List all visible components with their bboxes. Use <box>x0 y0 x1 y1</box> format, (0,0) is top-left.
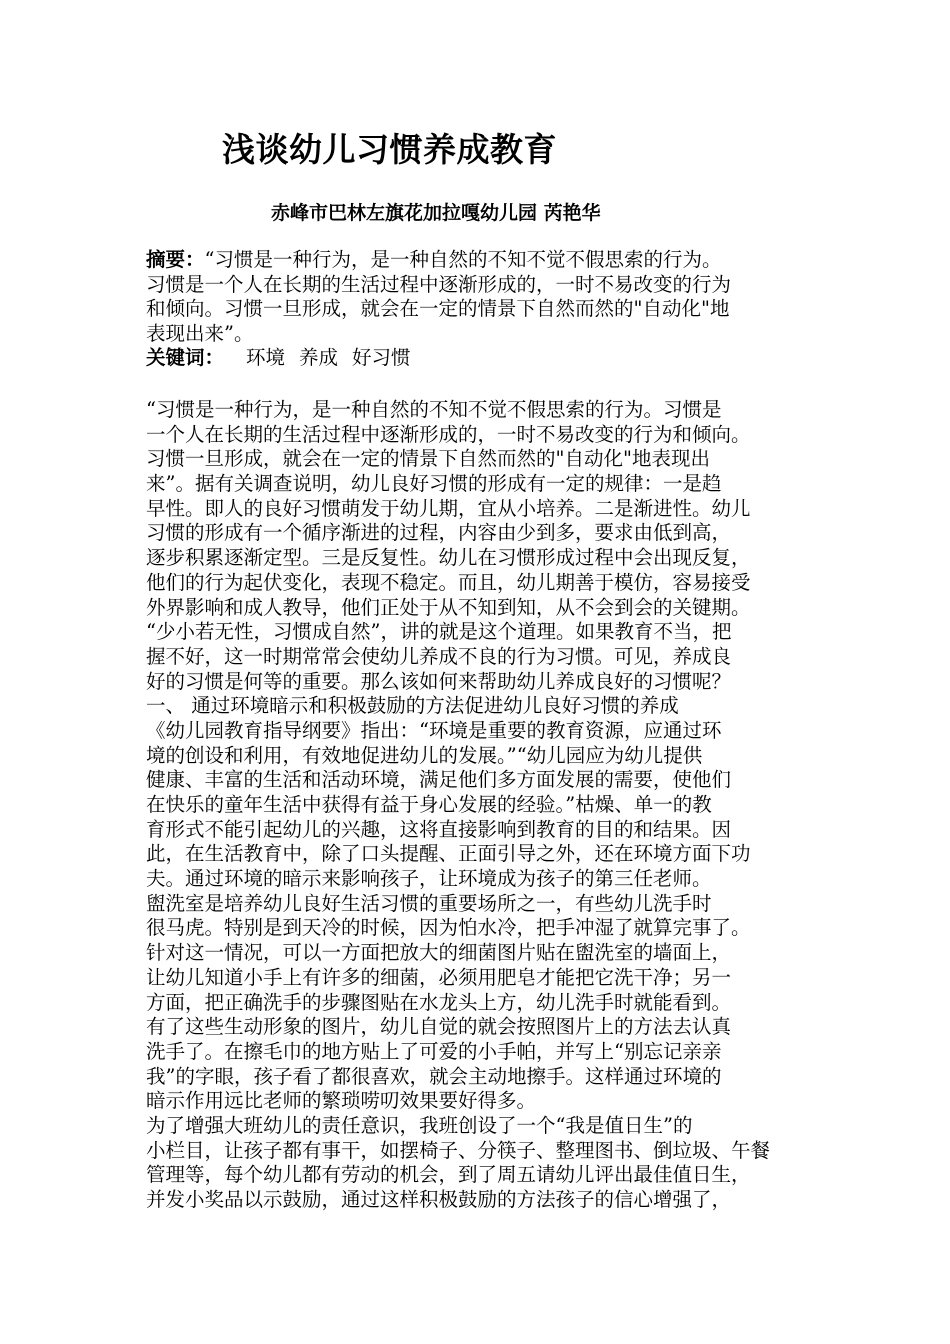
body-line: 健康、丰富的生活和活动环境，满足他们多方面发展的需要，使他们 <box>146 768 732 792</box>
keyword: 养成 <box>299 346 339 370</box>
body-line: “少小若无性，习惯成自然”，讲的就是这个道理。如果教育不当，把 <box>146 620 732 644</box>
keywords-label: 关键词： <box>146 346 225 370</box>
body-line: 习惯一旦形成，就会在一定的情景下自然而然的"自动化"地表现出 <box>146 447 710 471</box>
body-line: 一个人在长期的生活过程中逐渐形成的，一时不易改变的行为和倾向。 <box>146 422 751 446</box>
keywords-list <box>232 346 411 369</box>
body-line: 为了增强大班幼儿的责任意识，我班创设了一个“我是值日生”的 <box>146 1113 693 1137</box>
body-line: 针对这一情况，可以一方面把放大的细菌图片贴在盥洗室的墙面上， <box>146 941 732 965</box>
body-line: 育形式不能引起幼儿的兴趣，这将直接影响到教育的目的和结果。因 <box>146 817 732 841</box>
body-line: 他们的行为起伏变化，表现不稳定。而且，幼儿期善于模仿，容易接受 <box>146 570 751 594</box>
body-line: 好的习惯是何等的重要。那么该如何来帮助幼儿养成良好的习惯呢？ <box>146 669 732 693</box>
abstract-line <box>146 248 826 273</box>
keyword: 好习惯 <box>352 346 411 370</box>
body-line: 境的创设和利用，有效地促进幼儿的发展。”“幼儿园应为幼儿提供 <box>146 743 703 767</box>
abstract-section <box>146 248 826 371</box>
body-line: 外界影响和成人教导，他们正处于从不知到知，从不会到会的关键期。 <box>146 595 751 619</box>
body-line: 来”。据有关调查说明，幼儿良好习惯的形成有一定的规律：一是趋 <box>146 472 722 496</box>
page-title: 浅谈幼儿习惯养成教育 <box>222 130 557 169</box>
body-line: 方面，把正确洗手的步骤图贴在水龙头上方，幼儿洗手时就能看到。 <box>146 990 732 1014</box>
body-line: 在快乐的童年生活中获得有益于身心发展的经验。”枯燥、单一的教 <box>146 793 712 816</box>
body-line: 我”的字眼，孩子看了都很喜欢，就会主动地擦手。这样通过环境的 <box>146 1064 722 1088</box>
body-line: “习惯是一种行为，是一种自然的不知不觉不假思索的行为。习惯是 <box>146 398 722 421</box>
body-line: 早性。即人的良好习惯萌发于幼儿期，宜从小培养。二是渐进性。幼儿 <box>146 496 751 520</box>
abstract-label: 摘要： <box>146 248 205 271</box>
body-line: 逐步积累逐渐定型。三是反复性。幼儿在习惯形成过程中会出现反复， <box>146 546 751 570</box>
body-line: 《幼儿园教育指导纲要》指出：“环境是重要的教育资源，应通过环 <box>146 718 722 742</box>
body-line: 有了这些生动形象的图片，幼儿自觉的就会按照图片上的方法去认真 <box>146 1015 732 1039</box>
body-line: 让幼儿知道小手上有许多的细菌，必须用肥皂才能把它洗干净；另一 <box>146 965 732 989</box>
body-line: 暗示作用远比老师的繁琐唠叨效果要好得多。 <box>146 1089 537 1113</box>
body-line: 盥洗室是培养幼儿良好生活习惯的重要场所之一，有些幼儿洗手时 <box>146 891 712 915</box>
author-line: 赤峰市巴林左旗花加拉嘎幼儿园 芮艳华 <box>271 202 601 224</box>
body-line: 此，在生活教育中，除了口头提醒、正面引导之外，还在环境方面下功 <box>146 842 751 866</box>
body-line: 洗手了。在擦毛巾的地方贴上了可爱的小手帕，并写上“别忘记亲亲 <box>146 1039 722 1063</box>
body-line: 小栏目，让孩子都有事干，如摆椅子、分筷子、整理图书、倒垃圾、午餐 <box>146 1138 771 1162</box>
abstract-line: 表现出来”。 <box>146 321 254 345</box>
abstract-line: 习惯是一个人在长期的生活过程中逐渐形成的，一时不易改变的行为 <box>146 272 732 296</box>
body-line: 很马虎。特别是到天冷的时候，因为怕水冷，把手冲湿了就算完事了。 <box>146 916 751 940</box>
abstract-line: 和倾向。习惯一旦形成，就会在一定的情景下自然而然的"自动化"地 <box>146 297 730 321</box>
body-line: 习惯的形成有一个循序渐进的过程，内容由少到多，要求由低到高， <box>146 521 732 545</box>
body-line: 并发小奖品以示鼓励，通过这样积极鼓励的方法孩子的信心增强了， <box>146 1188 732 1211</box>
keywords-line <box>146 346 826 371</box>
body-line: 握不好，这一时期常常会使幼儿养成不良的行为习惯。可见，养成良 <box>146 644 732 668</box>
body-line: 夫。通过环境的暗示来影响孩子，让环境成为孩子的第三任老师。 <box>146 867 712 891</box>
keyword: 环境 <box>246 346 286 370</box>
body-line: 管理等，每个幼儿都有劳动的机会，到了周五请幼儿评出最佳值日生， <box>146 1163 751 1187</box>
body-line: 一、 通过环境暗示和积极鼓励的方法促进幼儿良好习惯的养成 <box>146 694 679 718</box>
body-text <box>146 398 826 1213</box>
abstract-text: “习惯是一种行为，是一种自然的不知不觉不假思索的行为。 <box>204 248 722 271</box>
